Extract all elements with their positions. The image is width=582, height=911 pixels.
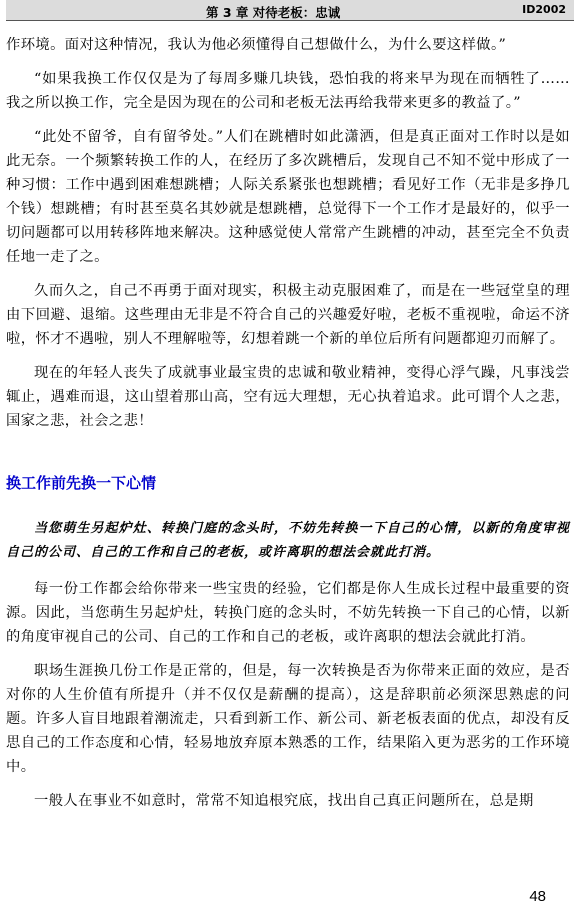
paragraph: 久而久之，自己不再勇于面对现实，积极主动克服困难了，而是在一些冠堂皇的理由下回避、退缩。这些理由无非是不符合自己的兴趣爱好啦，老板不重视啦，命运不济啦，怀才不遇啦，别人不理解啦等，幻想着跳一个新的单位后所有问题都迎刃而解了。 xyxy=(6,283,570,347)
paragraph: 作环境。面对这种情况，我认为他必须懂得自己想做什么，为什么要这样做。” xyxy=(6,37,507,53)
paragraph: “如果我换工作仅仅是为了每周多赚几块钱，恐怕我的将来早为现在而牺牲了……我之所以换工作，完全是因为现在的公司和老板无法再给我带来更多的教益了。” xyxy=(6,71,570,111)
paragraph: 职场生涯换几份工作是正常的，但是，每一次转换是否为你带来正面的效应，是否对你的人生价值有所提升（并不仅仅是薪酬的提高），这是辞职前必须深思熟虑的问题。许多人盲目地跟着潮流走，只看到新工作、新公司、新老板表面的优点，却没有反思自己的工作态度和心情，轻易地放弃原本熟悉的工作，结果陷入更为恶劣的工作环境中。 xyxy=(6,663,570,775)
document-id: ID2002 xyxy=(522,3,566,16)
paragraph: 一般人在事业不如意时，常常不知追根究底，找出自己真正问题所在，总是期 xyxy=(34,793,534,809)
paragraph: 现在的年轻人丧失了成就事业最宝贵的忠诚和敬业精神，变得心浮气躁，凡事浅尝辄止，遇难而退，这山望着那山高，空有远大理想，无心执着追求。此可谓个人之悲，国家之悲，社会之悲！ xyxy=(6,365,570,429)
paragraph: “此处不留爷，自有留爷处。”人们在跳槽时如此潇洒，但是真正面对工作时以是如此无奈。一个频繁转换工作的人，在经历了多次跳槽后，发现自己不知不觉中形成了一种习惯：工作中遇到困难想跳槽；人际关系紧张也想跳槽；看见好工作（无非是多挣几个钱）想跳槽；有时甚至莫名其妙就是想跳槽，总觉得下一个工作才是最好的，似乎一切问题都可以用转移阵地来解决。这种感觉使人常常产生跳槽的冲动，甚至完全不负责任地一走了之。 xyxy=(6,129,570,265)
section-lead: 当您萌生另起炉灶、转换门庭的念头时，不妨先转换一下自己的心情，以新的角度审视自己的公司、自己的工作和自己的老板，或许离职的想法会就此打消。 xyxy=(6,521,570,560)
paragraph: 每一份工作都会给你带来一些宝贵的经验，它们都是你人生成长过程中最重要的资源。因此，当您萌生另起炉灶，转换门庭的念头时，不妨先转换一下自己的心情，以新的角度审视自己的公司、自己的工作和自己的老板，或许离职的想法会就此打消。 xyxy=(6,581,570,645)
section-heading: 换工作前先换一下心情 xyxy=(6,474,157,492)
page-body xyxy=(6,33,570,813)
page-header xyxy=(6,0,574,21)
page-number: 48 xyxy=(529,888,546,905)
chapter-title: 第 3 章 对待老板：忠诚 xyxy=(206,5,341,20)
